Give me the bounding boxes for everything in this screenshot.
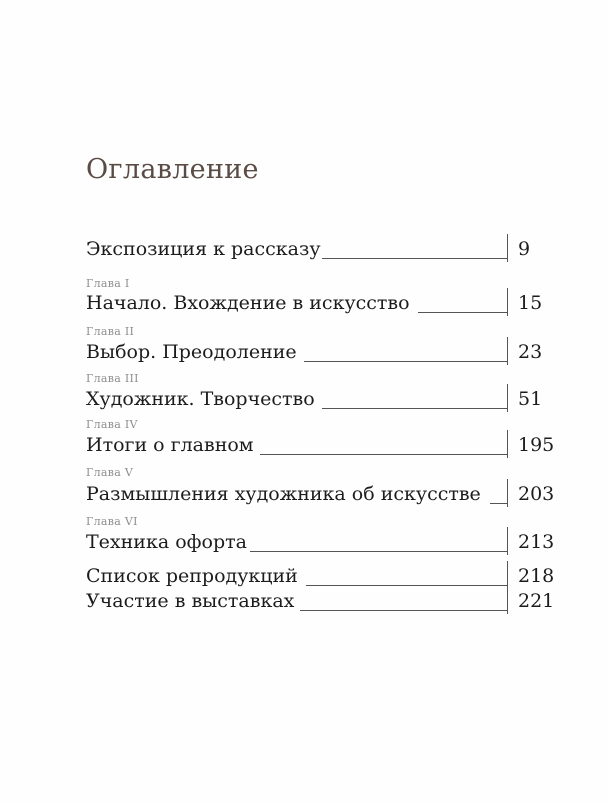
leader-line bbox=[304, 361, 507, 362]
leader-line bbox=[322, 258, 507, 259]
leader-line bbox=[260, 454, 507, 455]
toc-entry-page: 213 bbox=[518, 531, 555, 553]
chapter-label: Глава IV bbox=[86, 418, 138, 431]
toc-entry bbox=[86, 428, 555, 458]
chapter-label: Глава VI bbox=[86, 515, 138, 528]
toc-entry-title: Выбор. Преодоление bbox=[86, 341, 297, 363]
toc-entry-page: 15 bbox=[518, 292, 543, 314]
toc-entry-page: 23 bbox=[518, 341, 543, 363]
toc-entry-title: Экспозиция к рассказу bbox=[86, 238, 321, 260]
chapter-label: Глава II bbox=[86, 325, 135, 338]
toc-entry-page: 9 bbox=[518, 238, 531, 260]
toc-entry bbox=[86, 286, 550, 316]
chapter-label: Глава I bbox=[86, 277, 130, 290]
toc-entry bbox=[86, 335, 550, 365]
toc-entry bbox=[86, 525, 555, 555]
page-separator bbox=[507, 337, 508, 365]
leader-line bbox=[250, 551, 507, 552]
toc-entry-title: Участие в выставках bbox=[86, 590, 295, 612]
page-separator bbox=[507, 527, 508, 555]
toc-entry-title: Размышления художника об искусстве bbox=[86, 483, 481, 505]
chapter-label: Глава V bbox=[86, 466, 134, 479]
leader-line bbox=[490, 503, 507, 504]
toc-entry-title: Итоги о главном bbox=[86, 434, 254, 456]
chapter-label: Глава III bbox=[86, 372, 139, 385]
toc-entry-title: Техника офорта bbox=[86, 531, 247, 553]
toc-entry-title: Начало. Вхождение в искусство bbox=[86, 292, 410, 314]
page-separator bbox=[507, 586, 508, 614]
toc-entry bbox=[86, 584, 555, 614]
page-separator bbox=[507, 479, 508, 507]
page-separator bbox=[507, 384, 508, 412]
page-separator bbox=[507, 430, 508, 458]
toc-entry-page: 218 bbox=[518, 565, 555, 587]
toc-entry bbox=[86, 477, 555, 507]
page-separator bbox=[507, 288, 508, 316]
page-separator bbox=[507, 234, 508, 262]
toc-entry-page: 221 bbox=[518, 590, 555, 612]
toc-entry-page: 203 bbox=[518, 483, 555, 505]
toc-entry-title: Список репродукций bbox=[86, 565, 298, 587]
page-title: Оглавление bbox=[86, 154, 259, 185]
leader-line bbox=[418, 312, 507, 313]
toc-entry-title: Художник. Творчество bbox=[86, 388, 315, 410]
toc-entry-page: 195 bbox=[518, 434, 555, 456]
leader-line bbox=[300, 610, 507, 611]
leader-line bbox=[322, 408, 507, 409]
toc-entry-page: 51 bbox=[518, 388, 543, 410]
toc-entry bbox=[86, 382, 550, 412]
toc-entry bbox=[86, 232, 550, 262]
